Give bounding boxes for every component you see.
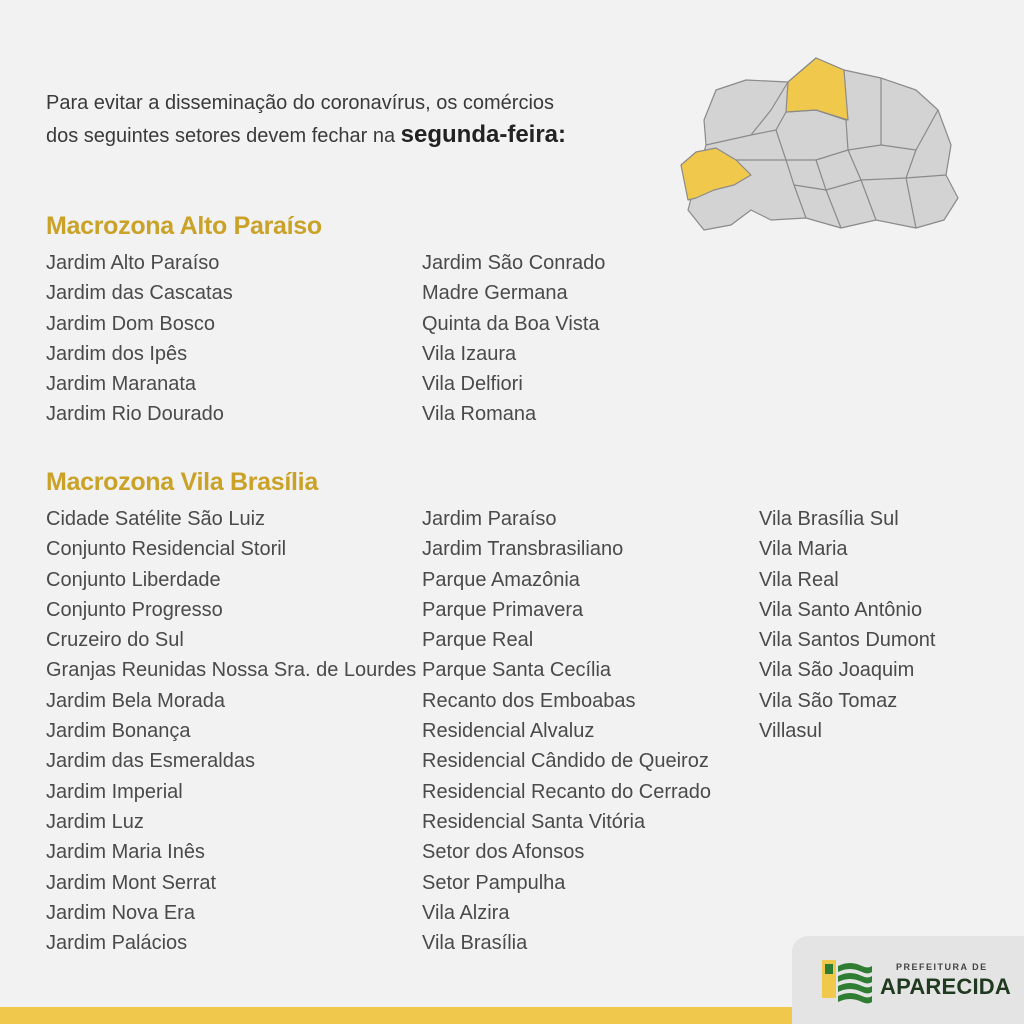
list-item: Residencial Cândido de Queiroz bbox=[422, 750, 709, 773]
intro-line-2-prefix: dos seguintes setores devem fechar na bbox=[46, 125, 401, 147]
list-item: Vila Romana bbox=[422, 403, 537, 426]
list-item: Jardim das Esmeraldas bbox=[46, 750, 255, 773]
list-item: Residencial Alvaluz bbox=[422, 720, 595, 743]
list-item: Quinta da Boa Vista bbox=[422, 312, 600, 335]
list-item: Jardim Maria Inês bbox=[46, 841, 205, 864]
heading-alto-paraiso: Macrozona Alto Paraíso bbox=[46, 212, 322, 240]
list-item: Conjunto Residencial Storil bbox=[46, 538, 287, 561]
alto-paraiso-col-2 bbox=[422, 248, 605, 430]
list-item: Jardim das Cascatas bbox=[46, 282, 233, 305]
list-item: Residencial Recanto do Cerrado bbox=[422, 780, 712, 803]
macrozone-map bbox=[676, 50, 966, 240]
vila-brasilia-col-3 bbox=[759, 504, 935, 746]
list-item: Parque Santa Cecília bbox=[422, 659, 612, 682]
list-item: Vila Santo Antônio bbox=[759, 598, 923, 621]
list-item: Residencial Santa Vitória bbox=[422, 810, 646, 833]
list-item: Vila Izaura bbox=[422, 342, 517, 365]
list-item: Vila São Joaquim bbox=[759, 659, 915, 682]
vila-brasilia-col-2 bbox=[422, 504, 711, 958]
list-item: Jardim Rio Dourado bbox=[46, 403, 224, 426]
list-item: Vila São Tomaz bbox=[759, 689, 898, 712]
heading-vila-brasilia: Macrozona Vila Brasília bbox=[46, 468, 318, 496]
list-item: Parque Primavera bbox=[422, 598, 584, 621]
list-item: Jardim Bela Morada bbox=[46, 689, 225, 712]
list-item: Setor Pampulha bbox=[422, 871, 566, 894]
prefeitura-logo bbox=[792, 936, 1024, 1024]
list-item: Vila Brasília bbox=[422, 932, 528, 955]
intro-line-2 bbox=[46, 119, 666, 152]
list-item: Jardim Imperial bbox=[46, 780, 183, 803]
list-item: Jardim Maranata bbox=[46, 373, 197, 396]
list-item: Setor dos Afonsos bbox=[422, 841, 585, 864]
list-item: Jardim São Conrado bbox=[422, 252, 606, 274]
intro-text bbox=[46, 88, 666, 152]
vila-brasilia-col-1 bbox=[46, 504, 416, 958]
logo-title: APARECIDA bbox=[880, 974, 1011, 999]
list-item: Granjas Reunidas Nossa Sra. de Lourdes bbox=[46, 659, 417, 682]
list-item: Cidade Satélite São Luiz bbox=[46, 508, 266, 530]
list-item: Jardim Dom Bosco bbox=[46, 312, 215, 335]
list-item: Jardim Transbrasiliano bbox=[422, 538, 624, 561]
list-item: Jardim dos Ipês bbox=[46, 342, 188, 365]
list-item: Jardim Palácios bbox=[46, 932, 188, 955]
list-item: Recanto dos Emboabas bbox=[422, 689, 636, 712]
list-item: Vila Brasília Sul bbox=[759, 508, 899, 530]
list-item: Vila Alzira bbox=[422, 901, 510, 924]
list-item: Vila Delfiori bbox=[422, 373, 523, 396]
list-item: Jardim Bonança bbox=[46, 720, 191, 743]
list-item: Vila Real bbox=[759, 568, 839, 591]
aparecida-flag-icon bbox=[822, 958, 872, 1004]
list-item: Vila Santos Dumont bbox=[759, 629, 936, 652]
list-item: Villasul bbox=[759, 720, 822, 743]
list-item: Jardim Luz bbox=[46, 810, 144, 833]
list-item: Jardim Paraíso bbox=[422, 508, 557, 530]
list-item: Jardim Nova Era bbox=[46, 901, 195, 924]
alto-paraiso-col-1 bbox=[46, 248, 233, 430]
list-item: Jardim Mont Serrat bbox=[46, 871, 217, 894]
intro-line-1: Para evitar a disseminação do coronavírus, os comércios bbox=[46, 92, 555, 114]
list-item: Parque Real bbox=[422, 629, 534, 652]
list-item: Conjunto Progresso bbox=[46, 598, 223, 621]
intro-day: segunda-feira: bbox=[400, 121, 567, 148]
list-item: Cruzeiro do Sul bbox=[46, 629, 184, 652]
list-item: Conjunto Liberdade bbox=[46, 568, 221, 591]
list-item: Parque Amazônia bbox=[422, 568, 580, 591]
list-item: Jardim Alto Paraíso bbox=[46, 252, 220, 274]
list-item: Madre Germana bbox=[422, 282, 568, 305]
logo-subtitle: PREFEITURA DE bbox=[896, 962, 988, 972]
list-item: Vila Maria bbox=[759, 538, 848, 561]
map-region-alto-paraiso bbox=[786, 58, 848, 120]
